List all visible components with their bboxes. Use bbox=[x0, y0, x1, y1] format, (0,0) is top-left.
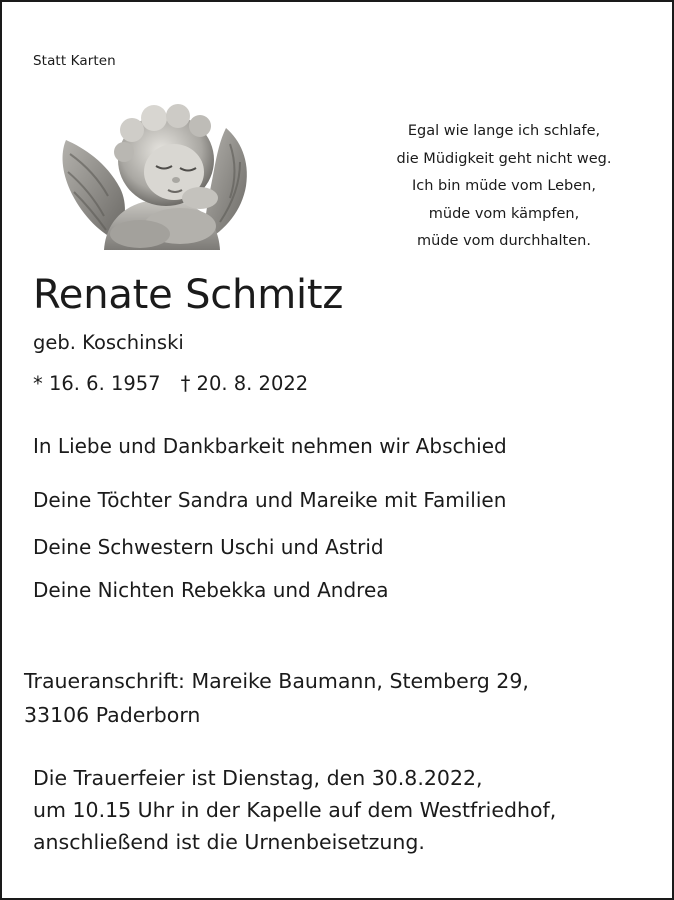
life-dates bbox=[33, 372, 308, 395]
death-date: † 20. 8. 2022 bbox=[180, 372, 309, 395]
poem bbox=[354, 118, 654, 256]
birth-date: * 16. 6. 1957 bbox=[33, 372, 161, 395]
deceased-name: Renate Schmitz bbox=[33, 272, 344, 318]
service-line: um 10.15 Uhr in der Kapelle auf dem Westfriedhof, bbox=[33, 798, 557, 822]
mourning-address bbox=[24, 664, 529, 732]
header-note: Statt Karten bbox=[33, 53, 116, 69]
poem-line: müde vom durchhalten. bbox=[417, 233, 591, 249]
service-line: Die Trauerfeier ist Dienstag, den 30.8.2022, bbox=[33, 766, 483, 790]
address-line: Traueranschrift: Mareike Baumann, Stemberg 29, bbox=[24, 669, 529, 693]
poem-line: Egal wie lange ich schlafe, bbox=[407, 123, 601, 139]
poem-line: die Müdigkeit geht nicht weg. bbox=[396, 150, 612, 167]
mourner-line: Deine Schwestern Uschi und Astrid bbox=[33, 535, 384, 559]
mourner-line: Deine Töchter Sandra und Mareike mit Familien bbox=[33, 488, 507, 512]
farewell-text: In Liebe und Dankbarkeit nehmen wir Abschied bbox=[33, 434, 507, 458]
poem-line: müde vom kämpfen, bbox=[428, 205, 580, 222]
service-line: anschließend ist die Urnenbeisetzung. bbox=[33, 830, 425, 854]
maiden-name: geb. Koschinski bbox=[33, 331, 184, 354]
funeral-service bbox=[33, 762, 556, 858]
poem-line: Ich bin müde vom Leben, bbox=[412, 178, 596, 194]
angel-figure-icon bbox=[54, 100, 254, 262]
address-line: 33106 Paderborn bbox=[24, 703, 201, 727]
mourner-line: Deine Nichten Rebekka und Andrea bbox=[33, 578, 389, 602]
